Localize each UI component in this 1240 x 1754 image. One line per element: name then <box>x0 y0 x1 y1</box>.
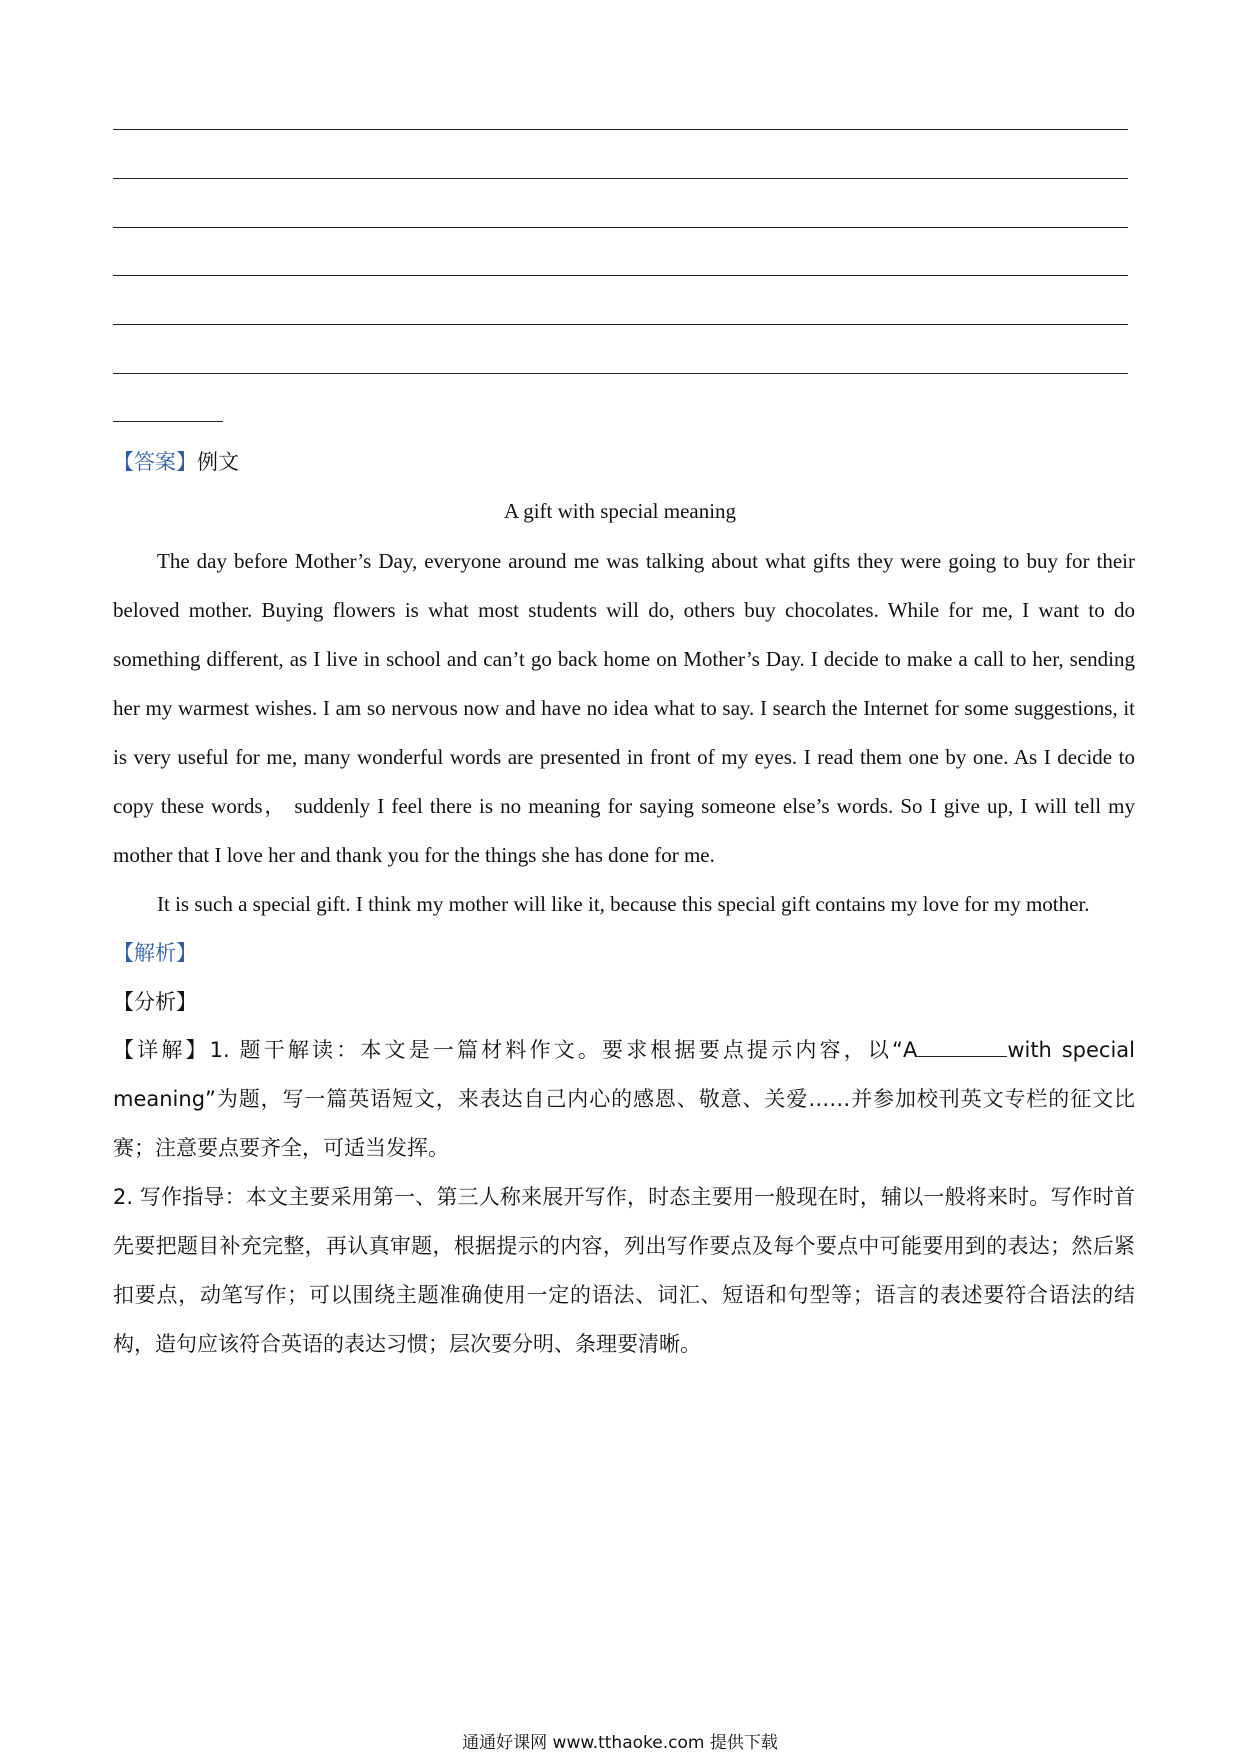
writing-line-short <box>113 421 223 422</box>
answer-label: 例文 <box>197 450 239 474</box>
writing-line <box>113 275 1128 276</box>
footer-credit: 通通好课网 www.tthaoke.com 提供下载 <box>462 1733 778 1753</box>
analysis-tag: 【解析】 <box>113 941 197 965</box>
writing-line <box>113 324 1128 325</box>
detail-point-2: 2. 写作指导：本文主要采用第一、第三人称来展开写作，时态主要用一般现在时，辅以一般将来时。写作时首先要把题目补充完整，再认真审题，根据提示的内容，列出写作要点及每个要点中可能要用到的表达；然后紧扣要点，动笔写作；可以围绕主题准确使用一定的语法、词汇、短语和句型等；语言的表述要符合语法的结构，造句应该符合英语的表达习惯；层次要分明、条理要清晰。 <box>113 1185 1135 1356</box>
essay-title: A gift with special meaning <box>503 499 737 523</box>
analysis-heading <box>113 939 197 967</box>
answer-tag: 【答案】 <box>113 450 197 474</box>
detail-point-1 <box>113 1026 1135 1173</box>
analysis-subheading: 【分析】 <box>113 990 197 1014</box>
essay-paragraph-2: It is such a special gift. I think my mother will like it, because this special gift contains my love for my mother. <box>157 892 1090 916</box>
detail-suffix: with special meaning”为题，写一篇英语短文，来表达自己内心的感恩、敬意、关爱……并参加校刊英文专栏的征文比赛；注意要点要齐全，可适当发挥。 <box>113 1038 1135 1160</box>
writing-line <box>113 227 1128 228</box>
writing-line <box>113 373 1128 374</box>
detail-prefix: 1. 题干解读：本文是一篇材料作文。要求根据要点提示内容，以“A <box>209 1038 918 1062</box>
essay-paragraph-1: The day before Mother’s Day, everyone around me was talking about what gifts they were going to buy for their beloved mother. Buying flowers is what most students will do, others buy chocolates. While for me, I want to do something different, as I live in school and can’t go back home on Mother’s Day. I decide to make a call to her, sending her my warmest wishes. I am so nervous now and have no idea what to say. I search the Internet for some suggestions, it is very useful for me, many wonderful words are presented in front of my eyes. I read them one by one. As I decide to copy these words， suddenly I feel there is no meaning for saying someone else’s words. So I give up, I will tell my mother that I love her and thank you for the things she has done for me. <box>113 549 1135 867</box>
writing-line <box>113 178 1128 179</box>
writing-line <box>113 129 1128 130</box>
answer-heading <box>113 448 239 476</box>
detail-tag: 【详解】 <box>113 1038 210 1062</box>
title-blank <box>917 1036 1007 1057</box>
